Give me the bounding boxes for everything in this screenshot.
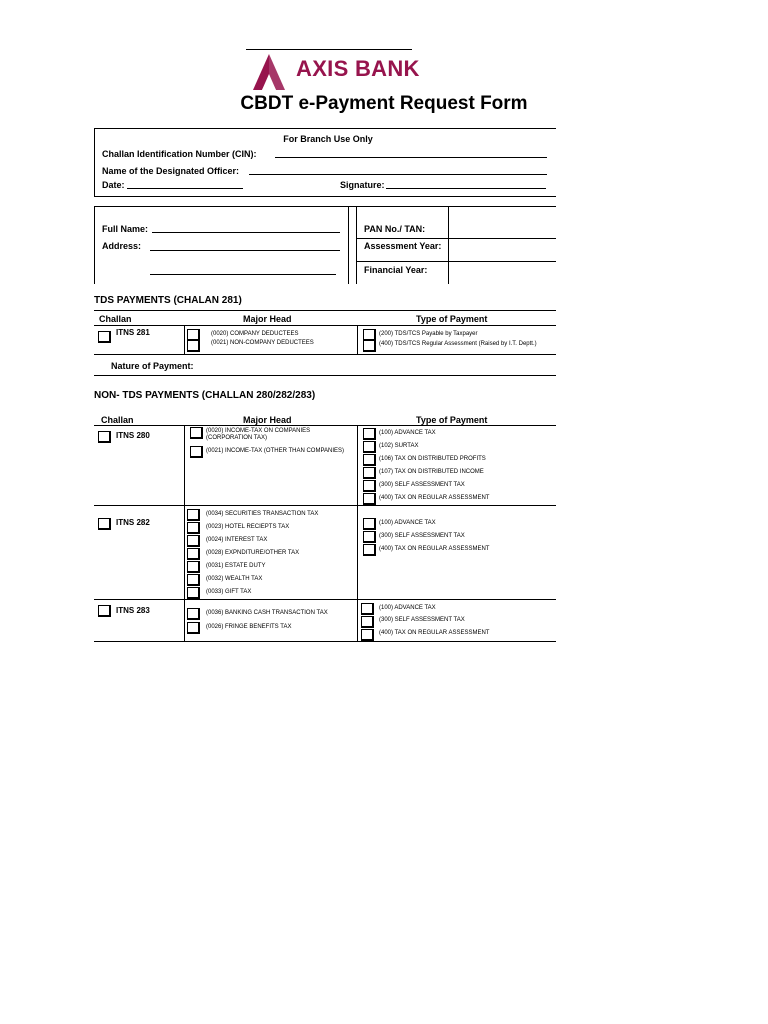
non-tds-heading: NON- TDS PAYMENTS (CHALLAN 280/282/283) [94,390,316,401]
itns-282-type-400-checkbox[interactable] [363,544,376,556]
axis-bank-logo-icon [247,52,291,92]
non-tds-header-line [94,425,556,426]
major-head-0020-label: (0020) COMPANY DEDUCTEES [211,331,299,337]
major-head-0021-label: (0021) NON-COMPANY DEDUCTEES [211,340,314,346]
itns-283-type-300-checkbox[interactable] [361,616,374,628]
address-label: Address: [102,241,142,251]
itns-280-major-0021-checkbox[interactable] [190,446,203,458]
itns-283-type-300-label: (300) SELF ASSESSMENT TAX [379,617,465,623]
itns-280-type-107-label: (107) TAX ON DISTRIBUTED INCOME [379,469,484,475]
cin-field[interactable] [275,157,547,158]
itns-280-type-106-checkbox[interactable] [363,454,376,466]
tds-col-divider-1 [184,325,185,354]
branch-use-heading: For Branch Use Only [283,134,373,144]
itns-280-major-0021-label: (0021) INCOME-TAX (OTHER THAN COMPANIES) [206,448,345,454]
tds-table-top [94,310,556,311]
itns-282-major-0034-checkbox[interactable] [187,509,200,521]
itns-282-major-0028-checkbox[interactable] [187,548,200,560]
taxpayer-divider-2 [356,206,357,284]
tds-heading: TDS PAYMENTS (CHALAN 281) [94,295,242,306]
itns-282-checkbox[interactable] [98,518,111,530]
date-label: Date: [102,180,125,190]
tds-header-line [94,325,556,326]
tds-col-major-head: Major Head [243,314,292,324]
taxpayer-box-left [94,206,95,284]
full-name-field[interactable] [152,232,340,233]
itns-280-major-0020-checkbox[interactable] [190,427,203,439]
pan-label: PAN No./ TAN: [364,224,426,234]
itns-281-checkbox[interactable] [98,331,111,343]
itns-282-major-0031-checkbox[interactable] [187,561,200,573]
itns-280-row-line [94,505,556,506]
full-name-label: Full Name: [102,224,149,234]
non-tds-col-divider-1 [184,425,185,642]
itns-280-type-106-label: (106) TAX ON DISTRIBUTED PROFITS [379,456,486,462]
financial-year-label: Financial Year: [364,265,428,275]
logo-rule [246,49,412,50]
branch-box-bottom [94,196,556,197]
itns-282-major-0023-checkbox[interactable] [187,522,200,534]
itns-280-major-0020-label-2: (CORPORATION TAX) [206,435,268,441]
itns-283-type-400-label: (400) TAX ON REGULAR ASSESSMENT [379,630,490,636]
itns-282-major-0023-label: (0023) HOTEL RECIEPTS TAX [206,524,290,530]
assessment-year-label: Assessment Year: [364,241,442,251]
tds-col-challan: Challan [99,314,132,324]
itns-280-type-100-label: (100) ADVANCE TAX [379,430,436,436]
pan-row-line [356,238,556,239]
itns-280-type-100-checkbox[interactable] [363,428,376,440]
itns-282-label: ITNS 282 [116,518,150,527]
date-field[interactable] [127,188,243,189]
tds-row-line [94,354,556,355]
type-400-label: (400) TDS/TCS Regular Assessment (Raised by I.T. Deptt.) [379,341,537,347]
tds-col-type: Type of Payment [416,314,488,324]
itns-283-major-0026-checkbox[interactable] [187,622,200,634]
itns-280-type-102-label: (102) SURTAX [379,443,419,449]
itns-282-major-0032-checkbox[interactable] [187,574,200,586]
itns-282-type-300-label: (300) SELF ASSESSMENT TAX [379,533,465,539]
nature-of-payment-label: Nature of Payment: [111,361,194,371]
taxpayer-divider-3 [448,206,449,284]
itns-282-major-0033-label: (0033) GIFT TAX [206,589,252,595]
itns-280-label: ITNS 280 [116,431,150,440]
itns-282-major-0028-label: (0028) EXPNDITURE/OTHER TAX [206,550,300,556]
itns-283-major-0036-label: (0036) BANKING CASH TRANSACTION TAX [206,610,328,616]
type-400-checkbox[interactable] [363,340,376,352]
itns-282-major-0031-label: (0031) ESTATE DUTY [206,563,266,569]
major-head-0021-checkbox[interactable] [187,340,200,352]
officer-field[interactable] [249,174,547,175]
itns-280-type-400-label: (400) TAX ON REGULAR ASSESSMENT [379,495,490,501]
cin-label: Challan Identification Number (CIN): [102,149,257,159]
itns-283-type-100-label: (100) ADVANCE TAX [379,605,436,611]
ay-row-line [356,261,556,262]
address-field-1[interactable] [150,250,340,251]
itns-283-type-400-checkbox[interactable] [361,629,374,641]
itns-283-major-0036-checkbox[interactable] [187,608,200,620]
type-200-label: (200) TDS/TCS Payable by Taxpayer [379,331,478,337]
branch-box-top [94,128,556,129]
itns-283-checkbox[interactable] [98,605,111,617]
non-tds-col-challan: Challan [101,415,134,425]
itns-280-type-400-checkbox[interactable] [363,493,376,505]
itns-282-major-0033-checkbox[interactable] [187,587,200,599]
non-tds-table-bottom [94,641,556,642]
itns-281-label: ITNS 281 [116,328,150,337]
itns-280-type-102-checkbox[interactable] [363,441,376,453]
signature-label: Signature: [340,180,385,190]
itns-283-type-100-checkbox[interactable] [361,603,374,615]
tds-col-divider-2 [357,325,358,354]
itns-282-type-300-checkbox[interactable] [363,531,376,543]
itns-282-type-400-label: (400) TAX ON REGULAR ASSESSMENT [379,546,490,552]
officer-label: Name of the Designated Officer: [102,166,240,176]
taxpayer-divider [348,206,349,284]
itns-282-row-line [94,599,556,600]
itns-280-type-107-checkbox[interactable] [363,467,376,479]
itns-283-major-0026-label: (0026) FRINGE BENEFITS TAX [206,624,292,630]
itns-282-major-0034-label: (0034) SECURITIES TRANSACTION TAX [206,511,319,517]
non-tds-col-type: Type of Payment [416,415,488,425]
nature-row-line [94,375,556,376]
itns-280-type-300-label: (300) SELF ASSESSMENT TAX [379,482,465,488]
address-field-2[interactable] [150,274,336,275]
itns-280-checkbox[interactable] [98,431,111,443]
itns-282-type-100-label: (100) ADVANCE TAX [379,520,436,526]
page-title: CBDT e-Payment Request Form [240,93,528,114]
itns-282-major-0024-checkbox[interactable] [187,535,200,547]
non-tds-col-major-head: Major Head [243,415,292,425]
itns-280-major-0020-label: (0020) INCOME-TAX ON COMPANIES [206,428,311,434]
itns-282-major-0024-label: (0024) INTEREST TAX [206,537,268,543]
signature-field[interactable] [386,188,546,189]
itns-280-type-300-checkbox[interactable] [363,480,376,492]
non-tds-col-divider-2 [357,425,358,642]
taxpayer-box-top [94,206,556,207]
itns-283-label: ITNS 283 [116,606,150,615]
itns-282-major-0032-label: (0032) WEALTH TAX [206,576,263,582]
itns-282-type-100-checkbox[interactable] [363,518,376,530]
brand-name: AXIS BANK [296,56,420,81]
